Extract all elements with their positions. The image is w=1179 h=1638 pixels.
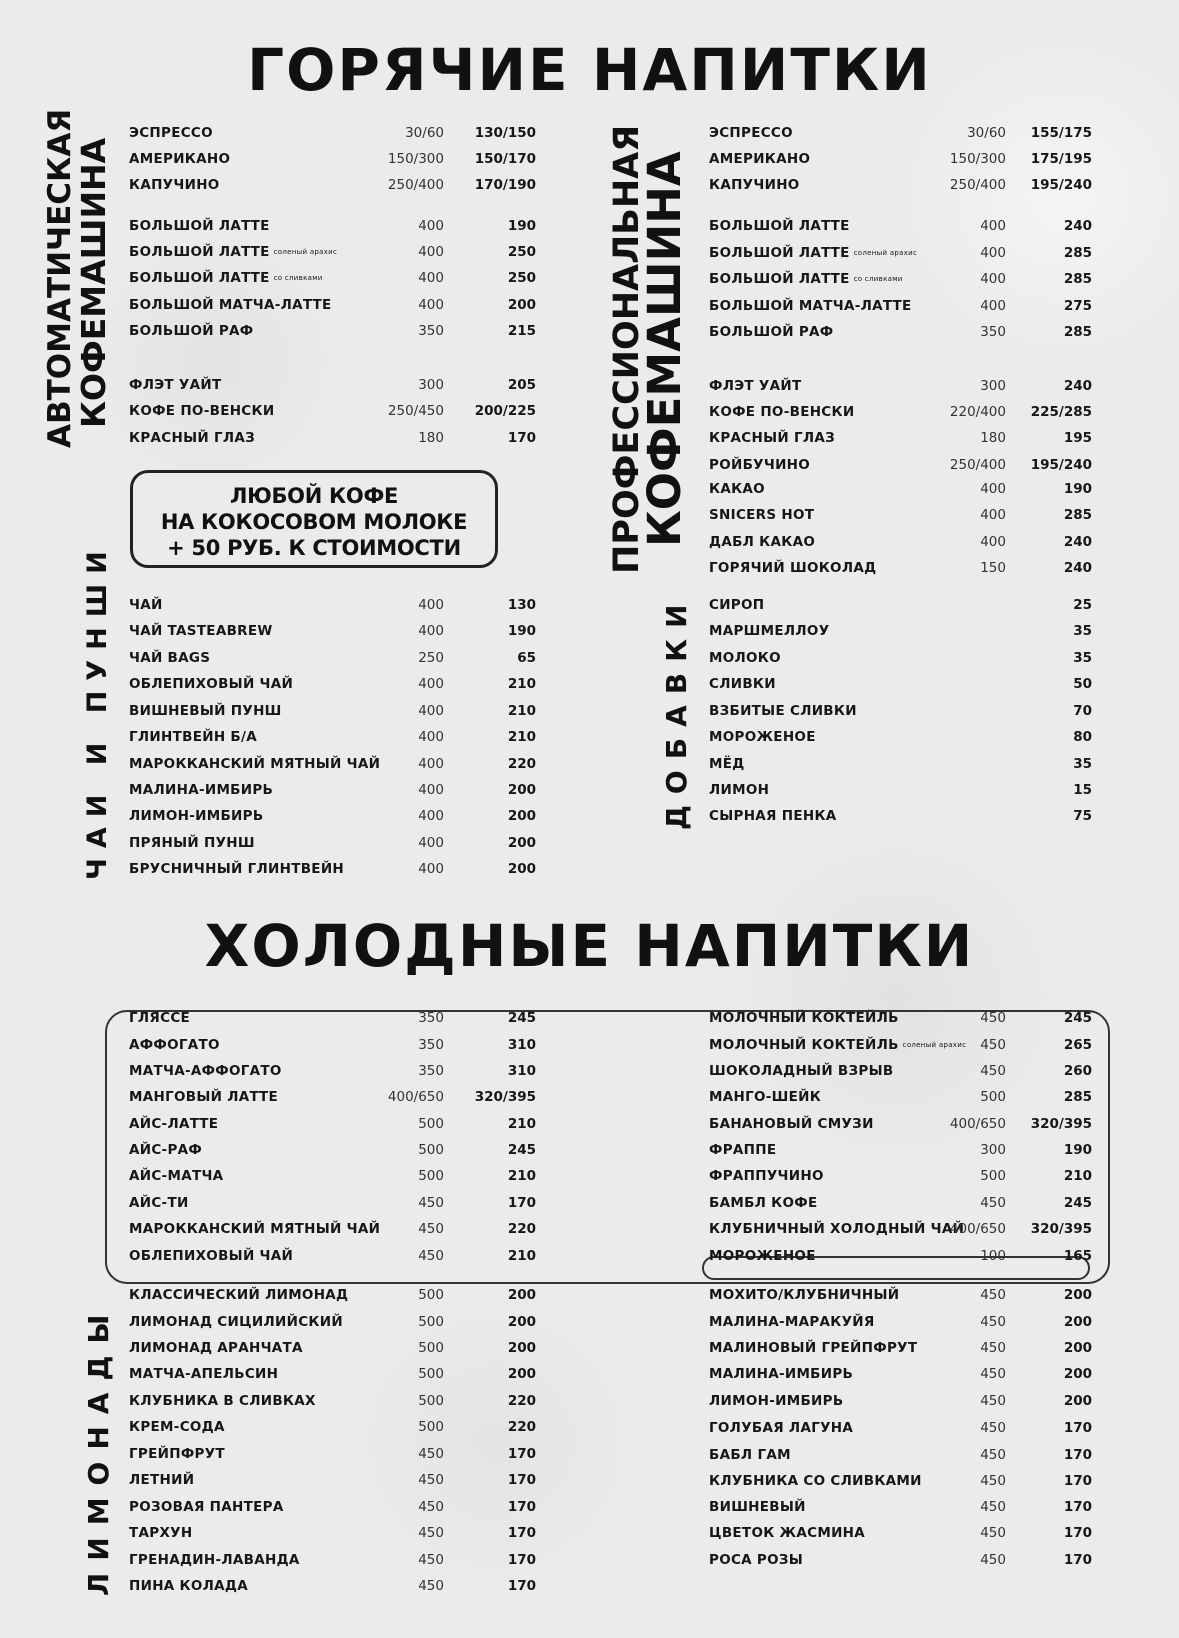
item-price: 130: [507, 597, 536, 613]
item-price: 190: [1063, 1142, 1092, 1158]
item-name: ЭСПРЕССО: [709, 125, 793, 141]
item-name: ГЛИНТВЕЙН Б/А: [129, 729, 257, 745]
item-volume: 250/400: [387, 177, 444, 193]
item-price: 245: [507, 1010, 536, 1026]
item-volume: 500: [418, 1142, 444, 1158]
item-volume: 400: [980, 245, 1006, 261]
item-price: 170: [507, 1525, 536, 1541]
item-price: 210: [507, 1168, 536, 1184]
item-name: СЛИВКИ: [709, 676, 776, 692]
item-name: ПИНА КОЛАДА: [129, 1578, 248, 1594]
item-price: 245: [1063, 1195, 1092, 1211]
item-name: МАРШМЕЛЛОУ: [709, 623, 830, 639]
item-price: 170: [507, 1472, 536, 1488]
item-price: 200: [1063, 1366, 1092, 1382]
item-price: 65: [517, 650, 536, 666]
item-price: 195/240: [1030, 177, 1092, 193]
item-price: 130/150: [474, 125, 536, 141]
item-name: БОЛЬШОЙ ЛАТТЕ: [709, 218, 850, 234]
item-name: БОЛЬШОЙ МАТЧА-ЛАТТЕ: [709, 298, 912, 314]
item-name: ОБЛЕПИХОВЫЙ ЧАЙ: [129, 676, 294, 692]
item-price: 200: [507, 835, 536, 851]
item-price: 75: [1073, 808, 1092, 824]
item-price: 220: [507, 1393, 536, 1409]
item-volume: 400: [980, 271, 1006, 287]
addons-label: ДОБАВКИ: [660, 593, 693, 830]
item-price: 210: [507, 703, 536, 719]
item-volume: 400/650: [387, 1089, 444, 1105]
item-name: SNICERS HOT: [709, 507, 815, 523]
item-price: 200: [507, 1314, 536, 1330]
item-price: 200: [507, 1287, 536, 1303]
item-name: ГОРЯЧИЙ ШОКОЛАД: [709, 560, 877, 576]
item-price: 220: [507, 756, 536, 772]
item-volume: 100: [980, 1248, 1006, 1264]
item-volume: 400: [418, 244, 444, 260]
item-name: МОРОЖЕНОЕ: [709, 1248, 816, 1264]
item-name: МОХИТО/КЛУБНИЧНЫЙ: [709, 1287, 900, 1303]
item-price: 320/395: [1030, 1221, 1092, 1237]
item-name: ЛИМОНАД АРАНЧАТА: [129, 1340, 303, 1356]
item-price: 200: [507, 1340, 536, 1356]
item-price: 210: [507, 676, 536, 692]
item-note: соленый арахис: [273, 248, 338, 256]
item-name: МАЛИНА-МАРАКУЙЯ: [709, 1314, 875, 1330]
item-volume: 300: [980, 1142, 1006, 1158]
item-price: 170: [507, 1552, 536, 1568]
item-volume: 450: [980, 1063, 1006, 1079]
item-name: КОФЕ ПО-ВЕНСКИ: [709, 404, 855, 420]
item-price: 205: [507, 377, 536, 393]
item-volume: 400: [980, 507, 1006, 523]
item-name: КАПУЧИНО: [129, 177, 220, 193]
item-volume: 150: [980, 560, 1006, 576]
item-name: ПРЯНЫЙ ПУНШ: [129, 835, 255, 851]
item-name: ФРАППЕ: [709, 1142, 777, 1158]
item-name: БОЛЬШОЙ ЛАТТЕ соленый арахис: [129, 244, 338, 260]
item-name: БОЛЬШОЙ ЛАТТЕ со сливками: [129, 270, 323, 286]
item-name: КАКАО: [709, 481, 765, 497]
item-name: КАПУЧИНО: [709, 177, 800, 193]
item-volume: 450: [980, 1195, 1006, 1211]
item-price: 170: [507, 1578, 536, 1594]
item-name: КРАСНЫЙ ГЛАЗ: [129, 430, 256, 446]
item-volume: 500: [418, 1287, 444, 1303]
item-name: ЛИМОН-ИМБИРЬ: [709, 1393, 844, 1409]
item-name: МАТЧА-АФФОГАТО: [129, 1063, 282, 1079]
item-name: ЛЕТНИЙ: [129, 1472, 195, 1488]
item-volume: 500: [418, 1393, 444, 1409]
item-name: БАНАНОВЫЙ СМУЗИ: [709, 1116, 874, 1132]
item-price: 80: [1073, 729, 1092, 745]
item-price: 155/175: [1030, 125, 1092, 141]
item-price: 285: [1063, 245, 1092, 261]
item-price: 200: [507, 782, 536, 798]
item-price: 245: [1063, 1010, 1092, 1026]
item-name: КЛУБНИКА СО СЛИВКАМИ: [709, 1473, 922, 1489]
item-volume: 180: [418, 430, 444, 446]
item-price: 200: [507, 297, 536, 313]
item-price: 200: [507, 808, 536, 824]
item-volume: 400/650: [949, 1116, 1006, 1132]
item-volume: 500: [418, 1419, 444, 1435]
item-volume: 500: [418, 1366, 444, 1382]
pro-machine-label: ПРОФЕССИОНАЛЬНАЯ КОФЕМАШИНА: [607, 124, 691, 574]
item-volume: 400: [418, 270, 444, 286]
item-name: КЛАССИЧЕСКИЙ ЛИМОНАД: [129, 1287, 349, 1303]
item-note: соленый арахис: [902, 1041, 967, 1049]
item-price: 170: [1063, 1420, 1092, 1436]
item-name: БАБЛ ГАМ: [709, 1447, 791, 1463]
item-name: СЫРНАЯ ПЕНКА: [709, 808, 837, 824]
item-volume: 220/400: [949, 404, 1006, 420]
item-name: СИРОП: [709, 597, 765, 613]
item-name: КОФЕ ПО-ВЕНСКИ: [129, 403, 275, 419]
item-price: 240: [1063, 534, 1092, 550]
item-price: 220: [507, 1221, 536, 1237]
item-name: АЙС-МАТЧА: [129, 1168, 224, 1184]
item-name: РОЙБУЧИНО: [709, 457, 811, 473]
hot-drinks-title: ГОРЯЧИЕ НАПИТКИ: [247, 36, 932, 104]
item-price: 225/285: [1030, 404, 1092, 420]
item-volume: 400: [980, 534, 1006, 550]
cold-drinks-title: ХОЛОДНЫЕ НАПИТКИ: [204, 912, 975, 980]
item-name: МОРОЖЕНОЕ: [709, 729, 816, 745]
item-volume: 350: [418, 1063, 444, 1079]
item-name: БОЛЬШОЙ РАФ: [709, 324, 834, 340]
item-price: 200: [1063, 1287, 1092, 1303]
item-price: 170/190: [474, 177, 536, 193]
item-price: 240: [1063, 560, 1092, 576]
item-volume: 450: [980, 1447, 1006, 1463]
item-note: со сливками: [273, 274, 323, 282]
item-price: 320/395: [474, 1089, 536, 1105]
item-volume: 400: [418, 782, 444, 798]
item-price: 70: [1073, 703, 1092, 719]
item-name: МАРОККАНСКИЙ МЯТНЫЙ ЧАЙ: [129, 756, 381, 772]
item-name: ОБЛЕПИХОВЫЙ ЧАЙ: [129, 1248, 294, 1264]
item-price: 200: [1063, 1393, 1092, 1409]
item-name: БАМБЛ КОФЕ: [709, 1195, 818, 1211]
item-price: 285: [1063, 271, 1092, 287]
item-price: 260: [1063, 1063, 1092, 1079]
item-name: МАЛИНА-ИМБИРЬ: [129, 782, 274, 798]
item-price: 15: [1073, 782, 1092, 798]
item-price: 275: [1063, 298, 1092, 314]
item-price: 245: [507, 1142, 536, 1158]
item-volume: 400: [980, 481, 1006, 497]
item-name: ЧАЙ: [129, 597, 163, 613]
item-volume: 400: [418, 676, 444, 692]
item-price: 200: [507, 1366, 536, 1382]
item-volume: 300: [980, 378, 1006, 394]
coconut-milk-note: ЛЮБОЙ КОФЕ НА КОКОСОВОМ МОЛОКЕ + 50 РУБ. К СТОИМОСТИ: [130, 470, 498, 568]
item-volume: 450: [980, 1366, 1006, 1382]
item-volume: 400: [418, 703, 444, 719]
item-volume: 450: [980, 1393, 1006, 1409]
item-price: 250: [507, 270, 536, 286]
item-price: 195: [1063, 430, 1092, 446]
item-price: 195/240: [1030, 457, 1092, 473]
item-price: 50: [1073, 676, 1092, 692]
item-volume: 450: [418, 1472, 444, 1488]
item-volume: 400: [418, 623, 444, 639]
item-volume: 400: [980, 218, 1006, 234]
item-name: МОЛОЧНЫЙ КОКТЕЙЛЬ соленый арахис: [709, 1037, 967, 1053]
item-volume: 400: [418, 808, 444, 824]
item-price: 240: [1063, 218, 1092, 234]
item-name: ЧАЙ TASTEABREW: [129, 623, 273, 639]
item-name: БОЛЬШОЙ МАТЧА-ЛАТТЕ: [129, 297, 332, 313]
item-name: ВИШНЕВЫЙ: [709, 1499, 806, 1515]
item-volume: 400: [418, 218, 444, 234]
item-volume: 450: [980, 1287, 1006, 1303]
item-volume: 30/60: [405, 125, 444, 141]
item-price: 285: [1063, 1089, 1092, 1105]
item-volume: 450: [418, 1195, 444, 1211]
item-volume: 350: [418, 323, 444, 339]
item-volume: 450: [980, 1499, 1006, 1515]
item-price: 170: [507, 430, 536, 446]
item-name: АЙС-ЛАТТЕ: [129, 1116, 219, 1132]
item-volume: 30/60: [967, 125, 1006, 141]
item-name: ГРЕНАДИН-ЛАВАНДА: [129, 1552, 300, 1568]
item-volume: 450: [418, 1248, 444, 1264]
item-volume: 450: [980, 1037, 1006, 1053]
item-name: КРЕМ-СОДА: [129, 1419, 225, 1435]
item-volume: 450: [980, 1314, 1006, 1330]
item-volume: 450: [418, 1578, 444, 1594]
item-volume: 450: [980, 1552, 1006, 1568]
item-price: 285: [1063, 324, 1092, 340]
item-name: ВЗБИТЫЕ СЛИВКИ: [709, 703, 857, 719]
item-volume: 450: [980, 1420, 1006, 1436]
item-volume: 450: [980, 1473, 1006, 1489]
item-price: 210: [507, 1248, 536, 1264]
item-volume: 250/400: [949, 457, 1006, 473]
item-name: АЙС-РАФ: [129, 1142, 203, 1158]
item-name: АМЕРИКАНО: [129, 151, 231, 167]
item-volume: 450: [980, 1525, 1006, 1541]
item-price: 190: [507, 623, 536, 639]
item-price: 210: [507, 1116, 536, 1132]
item-name: ЭСПРЕССО: [129, 125, 213, 141]
item-name: ШОКОЛАДНЫЙ ВЗРЫВ: [709, 1063, 894, 1079]
item-price: 190: [1063, 481, 1092, 497]
item-price: 150/170: [474, 151, 536, 167]
item-volume: 150/300: [949, 151, 1006, 167]
item-volume: 400: [418, 861, 444, 877]
item-name: БОЛЬШОЙ ЛАТТЕ со сливками: [709, 271, 903, 287]
item-price: 170: [1063, 1552, 1092, 1568]
item-volume: 400/650: [949, 1221, 1006, 1237]
item-volume: 500: [418, 1168, 444, 1184]
item-price: 240: [1063, 378, 1092, 394]
item-name: ЛИМОН-ИМБИРЬ: [129, 808, 264, 824]
item-volume: 400: [418, 835, 444, 851]
item-name: АФФОГАТО: [129, 1037, 220, 1053]
item-name: ВИШНЕВЫЙ ПУНШ: [129, 703, 282, 719]
item-volume: 450: [418, 1499, 444, 1515]
item-price: 170: [507, 1446, 536, 1462]
item-price: 170: [1063, 1499, 1092, 1515]
item-price: 210: [507, 729, 536, 745]
item-price: 200: [1063, 1340, 1092, 1356]
item-name: МАЛИНОВЫЙ ГРЕЙПФРУТ: [709, 1340, 918, 1356]
item-name: БРУСНИЧНЫЙ ГЛИНТВЕЙН: [129, 861, 345, 877]
item-name: ТАРХУН: [129, 1525, 193, 1541]
item-name: ЧАЙ BAGS: [129, 650, 211, 666]
item-volume: 500: [980, 1089, 1006, 1105]
item-note: соленый арахис: [853, 249, 918, 257]
item-price: 200: [1063, 1314, 1092, 1330]
item-name: БОЛЬШОЙ ЛАТТЕ: [129, 218, 270, 234]
item-volume: 450: [980, 1340, 1006, 1356]
item-volume: 450: [418, 1525, 444, 1541]
item-volume: 350: [418, 1010, 444, 1026]
item-price: 165: [1063, 1248, 1092, 1264]
item-name: КЛУБНИКА В СЛИВКАХ: [129, 1393, 316, 1409]
item-price: 35: [1073, 756, 1092, 772]
item-price: 190: [507, 218, 536, 234]
item-volume: 450: [418, 1552, 444, 1568]
item-name: ДАБЛ КАКАО: [709, 534, 816, 550]
item-name: БОЛЬШОЙ РАФ: [129, 323, 254, 339]
item-volume: 400: [980, 298, 1006, 314]
item-price: 250: [507, 244, 536, 260]
item-price: 310: [507, 1037, 536, 1053]
item-price: 170: [1063, 1473, 1092, 1489]
item-volume: 250: [418, 650, 444, 666]
item-volume: 500: [418, 1116, 444, 1132]
teas-label: ЧАИ И ПУНШИ: [82, 541, 113, 880]
item-name: ФЛЭТ УАЙТ: [709, 378, 802, 394]
lemonades-label: ЛИМОНАДЫ: [82, 1302, 115, 1596]
item-volume: 300: [418, 377, 444, 393]
item-name: ГРЕЙПФРУТ: [129, 1446, 225, 1462]
item-name: МАНГО-ШЕЙК: [709, 1089, 822, 1105]
item-volume: 400: [418, 756, 444, 772]
item-volume: 500: [980, 1168, 1006, 1184]
item-name: АМЕРИКАНО: [709, 151, 811, 167]
item-name: РОЗОВАЯ ПАНТЕРА: [129, 1499, 284, 1515]
item-volume: 350: [980, 324, 1006, 340]
item-price: 170: [507, 1195, 536, 1211]
item-volume: 400: [418, 597, 444, 613]
item-volume: 450: [980, 1010, 1006, 1026]
item-price: 220: [507, 1419, 536, 1435]
item-price: 310: [507, 1063, 536, 1079]
item-name: КРАСНЫЙ ГЛАЗ: [709, 430, 836, 446]
item-name: ЛИМОНАД СИЦИЛИЙСКИЙ: [129, 1314, 343, 1330]
item-name: МОЛОЧНЫЙ КОКТЕЙЛЬ: [709, 1010, 899, 1026]
item-volume: 500: [418, 1340, 444, 1356]
item-name: ФРАППУЧИНО: [709, 1168, 824, 1184]
item-name: КЛУБНИЧНЫЙ ХОЛОДНЫЙ ЧАЙ: [709, 1221, 965, 1237]
item-price: 25: [1073, 597, 1092, 613]
item-name: ГОЛУБАЯ ЛАГУНА: [709, 1420, 854, 1436]
item-volume: 250/450: [387, 403, 444, 419]
item-price: 320/395: [1030, 1116, 1092, 1132]
item-price: 200: [507, 861, 536, 877]
item-price: 265: [1063, 1037, 1092, 1053]
item-volume: 500: [418, 1314, 444, 1330]
item-volume: 400: [418, 297, 444, 313]
item-price: 35: [1073, 650, 1092, 666]
item-name: ЦВЕТОК ЖАСМИНА: [709, 1525, 866, 1541]
item-note: со сливками: [853, 275, 903, 283]
item-name: ФЛЭТ УАЙТ: [129, 377, 222, 393]
item-price: 35: [1073, 623, 1092, 639]
item-name: МОЛОКО: [709, 650, 781, 666]
item-name: БОЛЬШОЙ ЛАТТЕ соленый арахис: [709, 245, 918, 261]
item-price: 210: [1063, 1168, 1092, 1184]
item-volume: 450: [418, 1221, 444, 1237]
item-name: МАЛИНА-ИМБИРЬ: [709, 1366, 854, 1382]
item-name: ГЛЯССЕ: [129, 1010, 191, 1026]
item-price: 215: [507, 323, 536, 339]
item-name: МАТЧА-АПЕЛЬСИН: [129, 1366, 279, 1382]
item-volume: 250/400: [949, 177, 1006, 193]
item-price: 170: [1063, 1447, 1092, 1463]
item-price: 170: [507, 1499, 536, 1515]
item-name: АЙС-ТИ: [129, 1195, 189, 1211]
item-volume: 350: [418, 1037, 444, 1053]
item-volume: 400: [418, 729, 444, 745]
item-volume: 450: [418, 1446, 444, 1462]
item-name: ЛИМОН: [709, 782, 770, 798]
item-name: МАРОККАНСКИЙ МЯТНЫЙ ЧАЙ: [129, 1221, 381, 1237]
item-price: 175/195: [1030, 151, 1092, 167]
item-price: 200/225: [474, 403, 536, 419]
auto-machine-label: АВТОМАТИЧЕСКАЯ КОФЕМАШИНА: [42, 108, 113, 448]
item-volume: 180: [980, 430, 1006, 446]
item-name: МЁД: [709, 756, 745, 772]
item-name: РОСА РОЗЫ: [709, 1552, 804, 1568]
item-price: 285: [1063, 507, 1092, 523]
item-price: 170: [1063, 1525, 1092, 1541]
item-volume: 150/300: [387, 151, 444, 167]
item-name: МАНГОВЫЙ ЛАТТЕ: [129, 1089, 279, 1105]
